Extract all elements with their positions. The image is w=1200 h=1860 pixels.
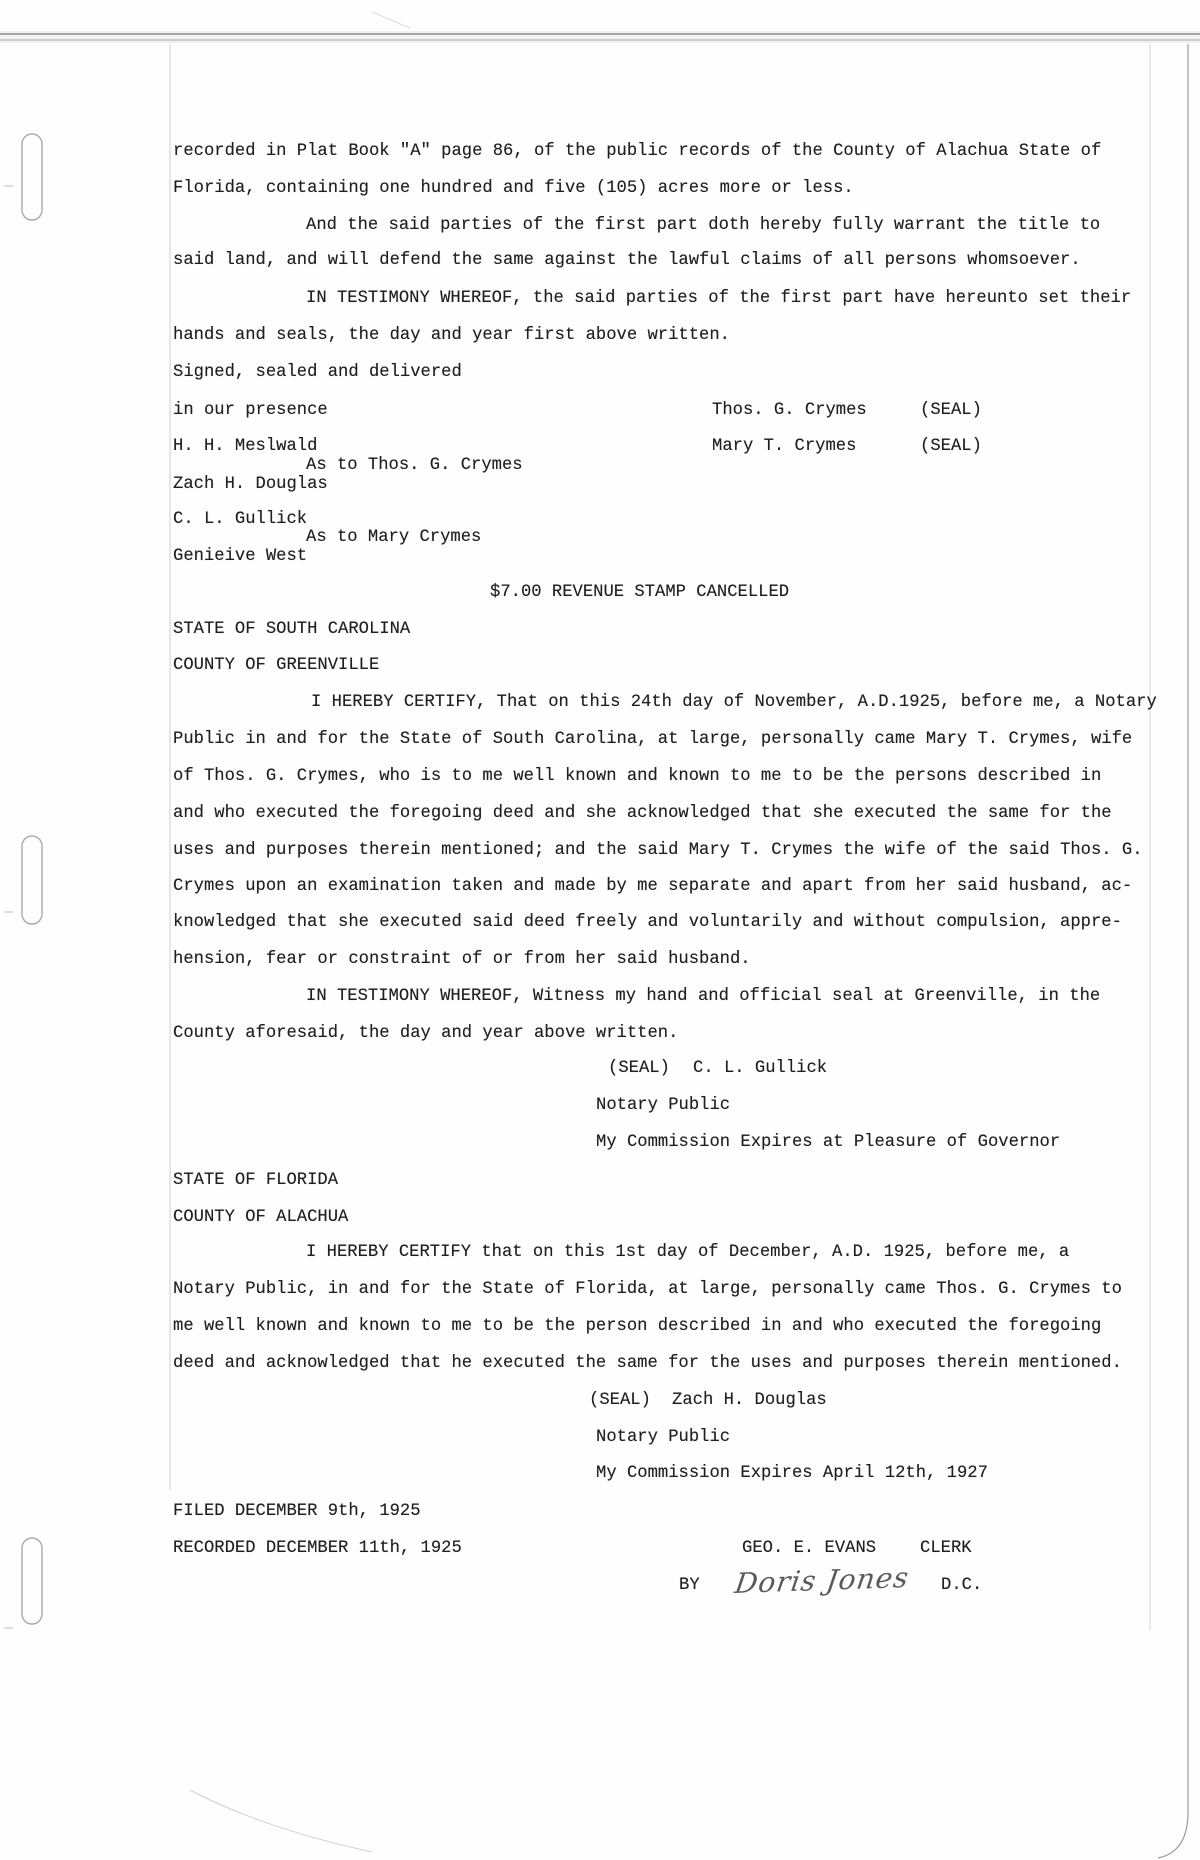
binder-hole xyxy=(4,836,42,924)
state-heading: STATE OF SOUTH CAROLINA xyxy=(173,620,411,639)
grantor-name: Mary T. Crymes xyxy=(712,437,857,456)
testimony-text-line: County aforesaid, the day and year above written. xyxy=(173,1024,679,1043)
acknowledgment-text-line: Notary Public, in and for the State of Florida, at large, personally came Thos. G. Crymes to xyxy=(173,1280,1122,1299)
acknowledgment-text-line: Public in and for the State of South Carolina, at large, personally came Mary T. Crymes, wife xyxy=(173,730,1133,749)
county-heading: COUNTY OF ALACHUA xyxy=(173,1208,349,1227)
page-curl-bottom-left xyxy=(190,1790,372,1852)
acknowledgment-text-line: deed and acknowledged that he executed the same for the uses and purposes therein mentioned. xyxy=(173,1354,1122,1373)
filed-date: FILED DECEMBER 9th, 1925 xyxy=(173,1502,421,1521)
grantor-seal-label: (SEAL) xyxy=(920,401,982,420)
testimony-text-line: hands and seals, the day and year first above written. xyxy=(173,326,730,345)
acknowledgment-text-line: of Thos. G. Crymes, who is to me well known and known to me to be the persons described in xyxy=(173,767,1102,786)
revenue-stamp-note: $7.00 REVENUE STAMP CANCELLED xyxy=(490,583,790,602)
notary-name: Zach H. Douglas xyxy=(672,1391,827,1410)
clerk-name: GEO. E. EVANS xyxy=(742,1539,877,1558)
clerk-title: CLERK xyxy=(920,1539,972,1558)
acknowledgment-text-line: I HEREBY CERTIFY that on this 1st day of December, A.D. 1925, before me, a xyxy=(306,1243,1070,1262)
witness-name: Zach H. Douglas xyxy=(173,475,328,494)
notary-commission: My Commission Expires April 12th, 1927 xyxy=(596,1464,988,1483)
top-border-lines xyxy=(0,31,1200,43)
deputy-clerk-signature: Doris Jones xyxy=(732,1560,912,1600)
presence-label: in our presence xyxy=(173,401,328,420)
grantor-name: Thos. G. Crymes xyxy=(712,401,867,420)
recorded-date: RECORDED DECEMBER 11th, 1925 xyxy=(173,1539,462,1558)
witness-name: Genieive West xyxy=(173,547,308,566)
notary-commission: My Commission Expires at Pleasure of Governor xyxy=(596,1133,1061,1152)
testimony-text-line: IN TESTIMONY WHEREOF, Witness my hand and official seal at Greenville, in the xyxy=(306,987,1101,1006)
witness-name: H. H. Meslwald xyxy=(173,437,318,456)
notary-name: C. L. Gullick xyxy=(693,1059,828,1078)
acknowledgment-text-line: I HEREBY CERTIFY, That on this 24th day of November, A.D.1925, before me, a Notary xyxy=(311,693,1157,712)
deputy-clerk-title: D.C. xyxy=(941,1576,983,1595)
witness-as-to-label: As to Mary Crymes xyxy=(306,528,482,547)
acknowledgment-text-line: me well known and known to me to be the person described in and who executed the foregoing xyxy=(173,1317,1102,1336)
acknowledgment-text-line: hension, fear or constraint of or from her said husband. xyxy=(173,950,751,969)
testimony-text-line: IN TESTIMONY WHEREOF, the said parties of the first part have hereunto set their xyxy=(306,289,1132,308)
notary-title: Notary Public xyxy=(596,1096,731,1115)
witness-name: C. L. Gullick xyxy=(173,510,308,529)
notary-seal-label: (SEAL) xyxy=(589,1391,651,1410)
county-heading: COUNTY OF GREENVILLE xyxy=(173,656,380,675)
binder-hole xyxy=(4,1538,42,1628)
deed-text-line: Florida, containing one hundred and five (105) acres more or less. xyxy=(173,179,854,198)
page-edge-right xyxy=(1158,44,1188,1858)
notary-title: Notary Public xyxy=(596,1428,731,1447)
witness-as-to-label: As to Thos. G. Crymes xyxy=(306,456,523,475)
acknowledgment-text-line: and who executed the foregoing deed and she acknowledged that she executed the same for the xyxy=(173,804,1112,823)
notary-seal-label: (SEAL) xyxy=(608,1059,670,1078)
stray-mark xyxy=(372,12,410,28)
warranty-text-line: And the said parties of the first part doth hereby fully warrant the title to xyxy=(306,216,1101,235)
deed-text-line: recorded in Plat Book "A" page 86, of the public records of the County of Alachua State of xyxy=(173,142,1102,161)
grantor-seal-label: (SEAL) xyxy=(920,437,982,456)
warranty-text-line: said land, and will defend the same against the lawful claims of all persons whomsoever. xyxy=(173,251,1081,270)
acknowledgment-text-line: knowledged that she executed said deed freely and voluntarily and without compulsion, appre- xyxy=(173,913,1122,932)
state-heading: STATE OF FLORIDA xyxy=(173,1171,339,1190)
signed-sealed-label: Signed, sealed and delivered xyxy=(173,363,462,382)
acknowledgment-text-line: Crymes upon an examination taken and made by me separate and apart from her said husband, ac- xyxy=(173,877,1133,896)
binder-hole xyxy=(4,134,42,220)
acknowledgment-text-line: uses and purposes therein mentioned; and the said Mary T. Crymes the wife of the said Thos. G. xyxy=(173,841,1143,860)
by-label: BY xyxy=(679,1576,700,1595)
